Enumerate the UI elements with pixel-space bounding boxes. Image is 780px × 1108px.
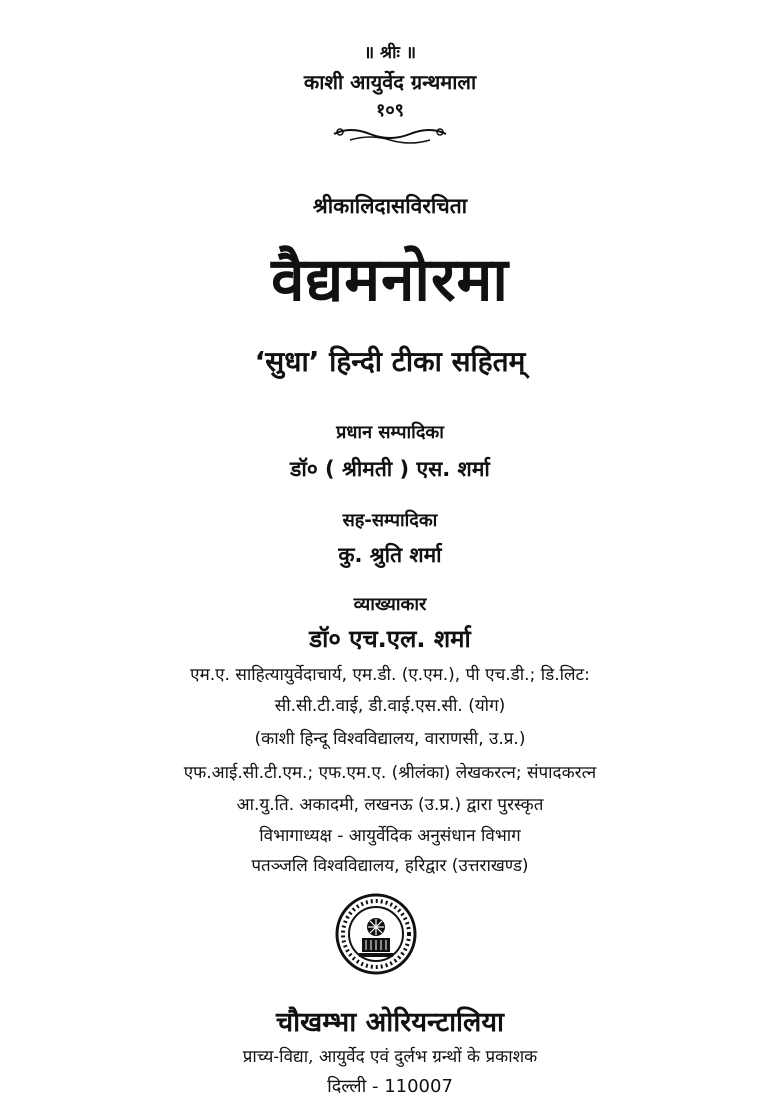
invocation: ॥ श्रीः ॥ xyxy=(363,43,417,63)
credential-line: विभागाध्यक्ष - आयुर्वेदिक अनुसंधान विभाग xyxy=(259,826,521,846)
credential-line: पतञ्जलि विश्वविद्यालय, हरिद्वार (उत्तराखण्ड) xyxy=(251,856,529,876)
flourish-ornament-icon xyxy=(330,112,450,146)
series-number: १०९ xyxy=(375,100,405,121)
credential-line: आ.यु.ति. अकादमी, लखनऊ (उ.प्र.) द्वारा पुरस्कृत xyxy=(236,795,544,815)
credential-line: एम.ए. साहित्यायुर्वेदाचार्य, एम.डी. (ए.एम.), पी एच.डी.; डि.लिट: xyxy=(190,665,590,685)
publisher-seal-icon xyxy=(335,893,417,975)
co-editor-name: कु. श्रुति शर्मा xyxy=(338,543,442,567)
credential-line: सी.सी.टी.वाई, डी.वाई.एस.सी. (योग) xyxy=(274,696,506,716)
commentator-name: डॉ० एच.एल. शर्मा xyxy=(309,625,471,653)
chief-editor-name: डॉ० ( श्रीमती ) एस. शर्मा xyxy=(290,457,490,481)
chief-editor-label: प्रधान सम्पादिका xyxy=(336,422,444,443)
publisher-city-pin: दिल्ली - 110007 xyxy=(327,1076,453,1097)
commentator-label: व्याख्याकार xyxy=(353,594,427,615)
book-title: वैद्यमनोरमा xyxy=(271,245,509,315)
credential-line: (काशी हिन्दू विश्वविद्यालय, वाराणसी, उ.प्र.) xyxy=(254,729,526,749)
co-editor-label: सह-सम्पादिका xyxy=(342,510,438,531)
publisher-description: प्राच्य-विद्या, आयुर्वेद एवं दुर्लभ ग्रन्थों के प्रकाशक xyxy=(242,1047,538,1067)
author-line: श्रीकालिदासविरचिता xyxy=(312,194,468,218)
publisher-name: चौखम्भा ओरियन्टालिया xyxy=(275,1007,505,1038)
credential-line: एफ.आई.सी.टी.एम.; एफ.एम.ए. (श्रीलंका) लेखकरत्न; संपादकरत्न xyxy=(183,763,597,783)
series-title: काशी आयुर्वेद ग्रन्थमाला xyxy=(303,70,477,94)
book-subtitle: ‘सुधा’ हिन्दी टीका सहितम् xyxy=(254,345,526,378)
